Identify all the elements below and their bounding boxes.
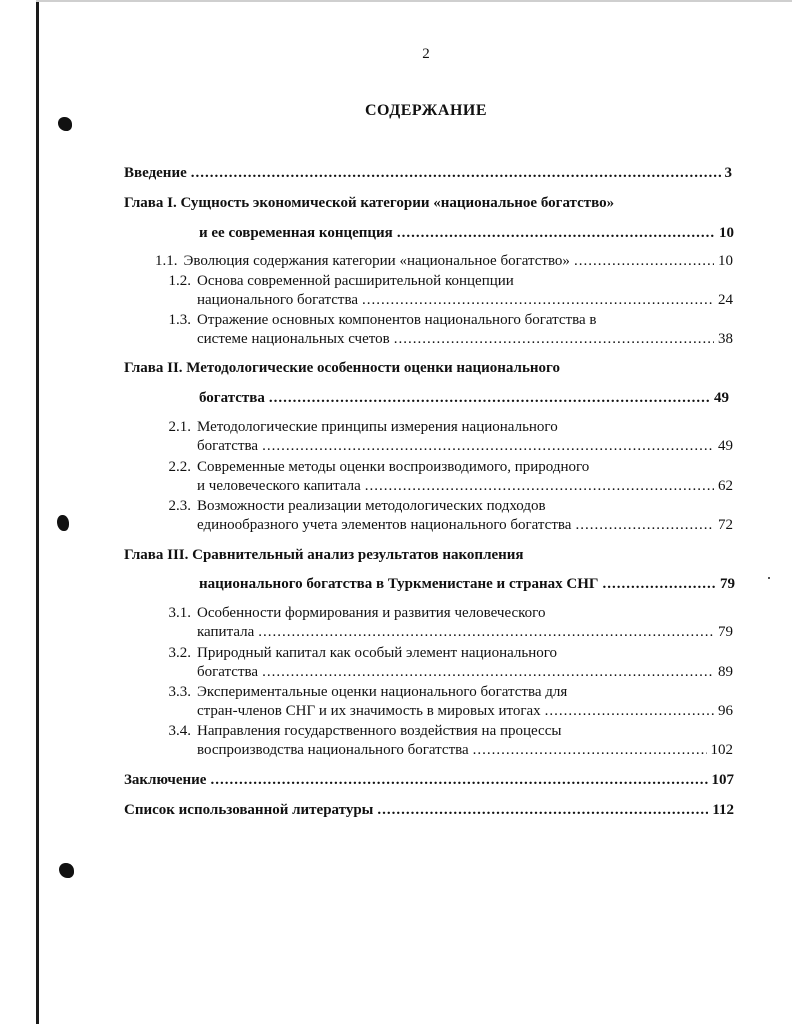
toc-entry-section-1-2[interactable] bbox=[197, 290, 733, 310]
section-number: 1.1. bbox=[155, 253, 178, 269]
leader-dots bbox=[262, 436, 714, 456]
toc-entry-section-3-1[interactable] bbox=[197, 622, 733, 642]
toc-page-number: 112 bbox=[712, 802, 734, 818]
page-binding-edge bbox=[36, 0, 39, 1024]
leader-dots bbox=[191, 163, 721, 183]
toc-page-number: 89 bbox=[718, 664, 733, 680]
toc-entry-section-1-3[interactable] bbox=[197, 329, 733, 349]
section-title: Экспериментальные оценки национального богатства для bbox=[197, 684, 568, 700]
section-title: Эволюция содержания категории «национальное богатство» bbox=[183, 253, 570, 269]
toc-entry-label: Список использованной литературы bbox=[124, 802, 374, 818]
toc-page-number: 24 bbox=[718, 292, 733, 308]
section-title-cont: системе национальных счетов bbox=[197, 331, 390, 347]
leader-dots bbox=[262, 662, 714, 682]
hole-punch-mark-bottom bbox=[59, 863, 74, 878]
section-title: Направления государственного воздействия на процессы bbox=[197, 723, 562, 739]
section-title-cont: богатства bbox=[197, 438, 259, 454]
toc-entry-conclusion[interactable] bbox=[124, 770, 734, 790]
toc-entry-section-3-3[interactable] bbox=[197, 701, 733, 721]
toc-page-number: 49 bbox=[714, 390, 729, 406]
leader-dots bbox=[365, 476, 714, 496]
section-number: 3.3. bbox=[168, 684, 191, 700]
toc-entry-label: Заключение bbox=[124, 772, 207, 788]
chapter2-title-line2: богатства bbox=[199, 390, 265, 406]
toc-entry-section-1-3-line1[interactable] bbox=[155, 310, 597, 330]
leader-dots bbox=[210, 770, 707, 790]
toc-page-number: 10 bbox=[718, 253, 733, 269]
toc-entry-section-2-2[interactable] bbox=[197, 476, 733, 496]
section-title-cont: воспроизводства национального богатства bbox=[197, 742, 469, 758]
toc-entry-section-2-2-line1[interactable] bbox=[155, 457, 589, 477]
section-title-cont: стран-членов СНГ и их значимость в мировых итогах bbox=[197, 703, 541, 719]
chapter1-title-line2: и ее современная концепция bbox=[199, 225, 393, 241]
leader-dots bbox=[575, 515, 714, 535]
toc-entry-chapter2[interactable] bbox=[199, 388, 729, 408]
toc-entry-section-2-3[interactable] bbox=[197, 515, 733, 535]
toc-entry-section-3-2-line1[interactable] bbox=[155, 643, 557, 663]
chapter3-title-line2: национального богатства в Туркменистане и странах СНГ bbox=[199, 576, 599, 592]
toc-page-number: 102 bbox=[710, 742, 733, 758]
section-title-cont: единообразного учета элементов национального богатства bbox=[197, 517, 572, 533]
toc-entry-section-2-1[interactable] bbox=[197, 436, 733, 456]
leader-dots bbox=[394, 329, 714, 349]
leader-dots bbox=[473, 740, 707, 760]
toc-page-number: 96 bbox=[718, 703, 733, 719]
toc-entry-section-1-1[interactable] bbox=[155, 251, 733, 271]
section-title-cont: и человеческого капитала bbox=[197, 478, 361, 494]
page-title: СОДЕРЖАНИЕ bbox=[364, 102, 488, 119]
leader-dots bbox=[397, 223, 715, 243]
toc-page-number: 79 bbox=[718, 624, 733, 640]
chapter3-title-line1[interactable]: Глава III. Сравнительный анализ результатов накопления bbox=[124, 547, 524, 563]
toc-page-number: 79 bbox=[720, 576, 735, 592]
section-number: 1.3. bbox=[168, 312, 191, 328]
section-number: 3.2. bbox=[168, 645, 191, 661]
toc-entry-label: Введение bbox=[124, 165, 187, 181]
toc-entry-section-1-2-line1[interactable] bbox=[155, 271, 514, 291]
leader-dots bbox=[545, 701, 714, 721]
toc-entry-bibliography[interactable] bbox=[124, 800, 734, 820]
toc-entry-section-2-1-line1[interactable] bbox=[155, 417, 558, 437]
toc-entry-section-3-1-line1[interactable] bbox=[155, 603, 545, 623]
toc-entry-intro[interactable] bbox=[124, 163, 732, 183]
section-title: Природный капитал как особый элемент национального bbox=[197, 645, 558, 661]
section-title: Возможности реализации методологических подходов bbox=[197, 498, 546, 514]
section-title-cont: богатства bbox=[197, 664, 259, 680]
page-top-edge bbox=[36, 0, 792, 2]
toc-page-number: 10 bbox=[719, 225, 734, 241]
toc-entry-section-3-4-line1[interactable] bbox=[155, 721, 561, 741]
section-title: Отражение основных компонентов национального богатства в bbox=[197, 312, 597, 328]
section-number: 3.4. bbox=[168, 723, 191, 739]
toc-page-number: 72 bbox=[718, 517, 733, 533]
section-title: Особенности формирования и развития человеческого bbox=[197, 605, 546, 621]
chapter1-title-line1[interactable]: Глава I. Сущность экономической категории «национальное богатство» bbox=[124, 195, 615, 211]
section-title: Основа современной расширительной концепции bbox=[197, 273, 514, 289]
toc-entry-chapter1[interactable] bbox=[199, 223, 734, 243]
scan-speck bbox=[768, 577, 770, 579]
section-number: 2.3. bbox=[168, 498, 191, 514]
toc-entry-section-3-4[interactable] bbox=[197, 740, 733, 760]
section-title-cont: капитала bbox=[197, 624, 255, 640]
section-number: 2.2. bbox=[168, 459, 191, 475]
toc-page-number: 62 bbox=[718, 478, 733, 494]
leader-dots bbox=[377, 800, 708, 820]
section-title-cont: национального богатства bbox=[197, 292, 358, 308]
leader-dots bbox=[602, 574, 716, 594]
toc-page-number: 3 bbox=[724, 165, 732, 181]
hole-punch-mark-middle bbox=[57, 515, 69, 531]
toc-entry-chapter3[interactable] bbox=[199, 574, 735, 594]
leader-dots bbox=[258, 622, 714, 642]
chapter2-title-line1[interactable]: Глава II. Методологические особенности оценки национального bbox=[124, 360, 560, 376]
toc-entry-section-2-3-line1[interactable] bbox=[155, 496, 546, 516]
section-number: 2.1. bbox=[168, 419, 191, 435]
toc-entry-section-3-2[interactable] bbox=[197, 662, 733, 682]
section-number: 1.2. bbox=[168, 273, 191, 289]
section-title: Современные методы оценки воспроизводимого, природного bbox=[197, 459, 590, 475]
section-number: 3.1. bbox=[168, 605, 191, 621]
page-number: 2 bbox=[422, 46, 430, 62]
section-title: Методологические принципы измерения национального bbox=[197, 419, 558, 435]
toc-entry-section-3-3-line1[interactable] bbox=[155, 682, 567, 702]
toc-page-number: 49 bbox=[718, 438, 733, 454]
leader-dots bbox=[269, 388, 710, 408]
toc-page-number: 107 bbox=[711, 772, 734, 788]
toc-page-number: 38 bbox=[718, 331, 733, 347]
leader-dots bbox=[574, 251, 714, 271]
leader-dots bbox=[362, 290, 714, 310]
